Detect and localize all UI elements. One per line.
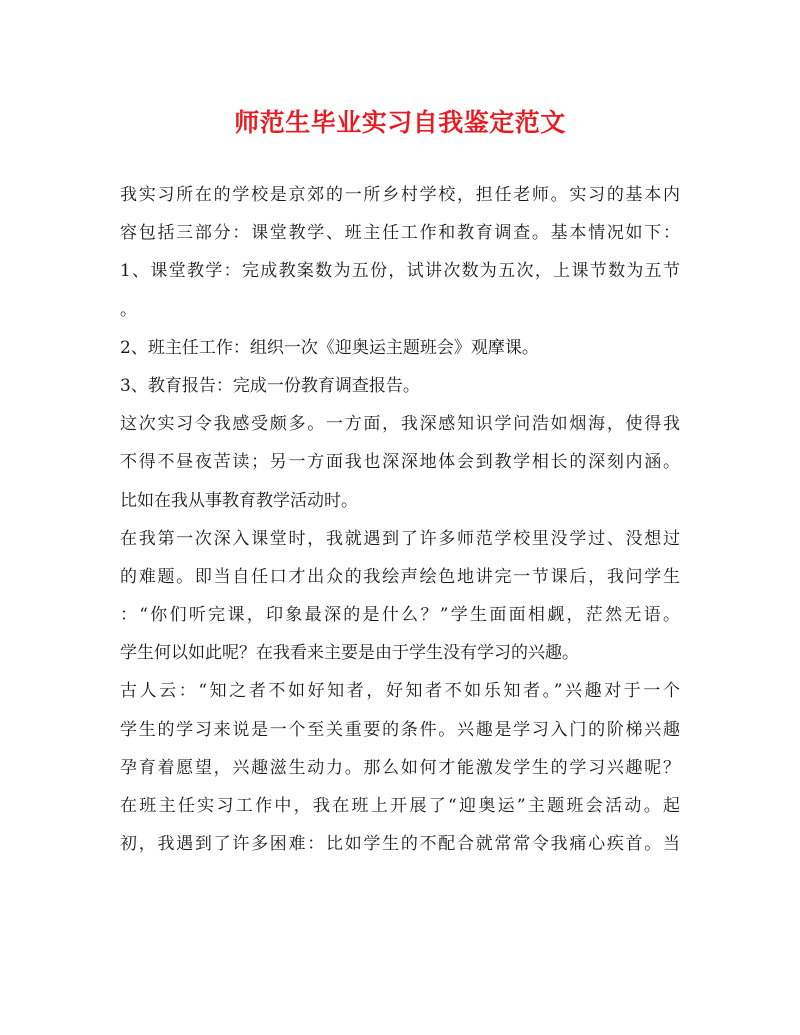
text-line: 不得不昼夜苦读；另一方面我也深深地体会到教学相长的深刻内涵。 (120, 452, 680, 473)
text-line: 初，我遇到了许多困难：比如学生的不配合就常常令我痛心疾首。当 (120, 834, 680, 855)
text-line: 在我第一次深入课堂时，我就遇到了许多师范学校里没学过、没想过 (120, 528, 680, 549)
text-line: 古人云：“知之者不如好知者，好知者不如乐知者。”兴趣对于一个 (120, 681, 680, 702)
text-line: 1、课堂教学：完成教案数为五份，试讲次数为五次，上课节数为五节 (120, 261, 680, 282)
text-line: 孕育着愿望，兴趣滋生动力。那么如何才能激发学生的学习兴趣呢？ (120, 757, 680, 778)
text-line: 2、班主任工作：组织一次《迎奥运主题班会》观摩课。 (120, 337, 539, 358)
text-line: 我实习所在的学校是京郊的一所乡村学校，担任老师。实习的基本内 (120, 185, 680, 205)
text-line: 这次实习令我感受颇多。一方面，我深感知识学问浩如烟海，使得我 (120, 414, 680, 435)
text-line: 。 (120, 299, 137, 320)
text-line: 学生何以如此呢？在我看来主要是由于学生没有学习的兴趣。 (120, 643, 579, 664)
text-line: 容包括三部分：课堂教学、班主任工作和教育调查。基本情况如下： (120, 223, 680, 244)
document-body (120, 176, 680, 863)
text-line: 学生的学习来说是一个至关重要的条件。兴趣是学习入门的阶梯兴趣 (120, 719, 680, 740)
text-line: 的难题。即当自任口才出众的我绘声绘色地讲完一节课后，我问学生 (120, 566, 680, 587)
text-line: ：“你们听完课，印象最深的是什么？”学生面面相觑，茫然无语。 (120, 605, 680, 626)
text-line: 在班主任实习工作中，我在班上开展了“迎奥运”主题班会活动。起 (120, 796, 680, 816)
text-line: 比如在我从事教育教学活动时。 (120, 490, 358, 511)
text-line: 3、教育报告：完成一份教育调查报告。 (120, 375, 420, 396)
document-title: 师范生毕业实习自我鉴定范文 (234, 108, 566, 137)
